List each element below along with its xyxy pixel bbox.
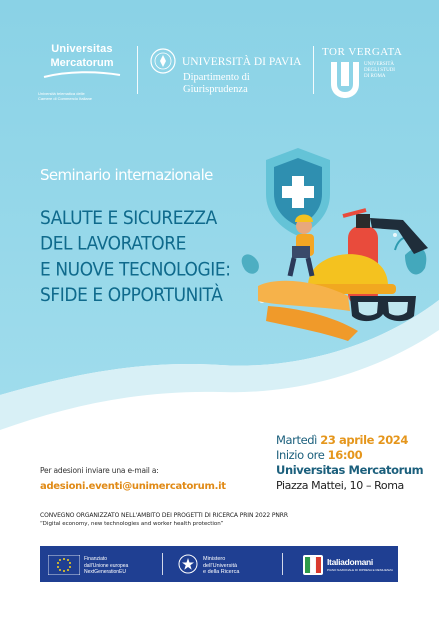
safety-illustration	[238, 136, 438, 346]
title-line: E NUOVE TECNOLOGIE:	[40, 258, 231, 282]
seminar-subtitle: Seminario internazionale	[40, 166, 213, 184]
italia-domani-mark-icon	[303, 555, 323, 575]
ministry-line-1: Ministero	[203, 556, 226, 562]
event-venue: Universitas Mercatorum	[276, 463, 424, 477]
torvergata-name: TOR VERGATA	[322, 46, 403, 58]
footer-divider	[282, 553, 283, 575]
torvergata-subtitle	[364, 62, 395, 80]
swoosh-icon	[42, 71, 122, 79]
title-line: SFIDE E OPPORTUNITÀ	[40, 284, 223, 307]
mercatorum-subtitle: Università telematica delle Camere di Commercio Italiane	[38, 91, 93, 101]
mercatorum-name-2: Mercatorum	[50, 57, 114, 69]
contact-email-link[interactable]: adesioni.eventi@unimercatorum.it	[40, 481, 226, 492]
note-line-2: “Digital economy, new technologies and worker health protection”	[40, 521, 224, 527]
ministry-line-2: dell'Università	[203, 562, 238, 569]
pavia-department	[183, 72, 250, 96]
pavia-dept-line-1: Dipartimento di	[183, 72, 250, 83]
event-time-row	[276, 448, 423, 463]
logo-divider	[313, 46, 314, 94]
logo-divider	[137, 46, 138, 94]
ministry-line-3: e della Ricerca	[203, 569, 240, 575]
torvergata-sub-line-3: DI ROMA	[364, 74, 386, 79]
eu-line-2: dall'Unione europea	[84, 562, 129, 569]
university-seal-icon	[150, 48, 176, 74]
torvergata-logo	[322, 46, 412, 79]
seminar-title	[40, 206, 250, 309]
contact-label: Per adesioni inviare una e-mail a:	[40, 466, 159, 475]
title-line: DEL LAVORATORE	[40, 232, 186, 256]
ministry-text	[203, 556, 239, 576]
header-logos	[0, 40, 439, 110]
italia-domani-subtitle: PIANO NAZIONALE DI RIPRESA E RESILIENZA	[327, 568, 394, 572]
footer-divider	[162, 553, 163, 575]
event-start-label: Inizio ore	[276, 448, 325, 462]
italia-domani-name: Italiadomani	[327, 557, 373, 567]
funding-banner	[40, 546, 398, 582]
torvergata-sub-line-1: UNIVERSITÀ	[364, 62, 394, 67]
event-day: Martedì	[276, 433, 317, 447]
title-line: SALUTE E SICUREZZA	[40, 207, 217, 230]
event-address: Piazza Mattei, 10 – Roma	[276, 479, 404, 492]
torvergata-sub-line-2: DEGLI STUDI	[364, 68, 395, 73]
torvergata-mark-icon	[329, 60, 361, 100]
mercatorum-name-1: Universitas	[51, 43, 113, 55]
event-date: 23 aprile 2024	[320, 433, 409, 447]
event-details	[276, 433, 423, 493]
eu-line-1: Finanziato	[84, 556, 108, 562]
eu-line-3: NextGenerationEU	[84, 569, 126, 575]
eu-flag-icon	[48, 555, 80, 575]
note-line-1: CONVEGNO ORGANIZZATO NELL'AMBITO DEI PROGETTI DI RICERCA PRIN 2022 PNRR	[40, 512, 288, 519]
event-start-time: 16:00	[327, 448, 363, 462]
research-note	[40, 512, 288, 527]
mercatorum-logo	[38, 44, 126, 101]
pavia-dept-line-2: Giurisprudenza	[183, 84, 248, 95]
safety-goggles-icon	[350, 296, 416, 321]
event-date-row	[276, 433, 423, 448]
eu-funding-text	[84, 556, 128, 576]
italian-emblem-icon	[178, 554, 198, 574]
pavia-name: UNIVERSITÀ DI PAVIA	[182, 56, 302, 68]
contact-block	[40, 466, 226, 492]
